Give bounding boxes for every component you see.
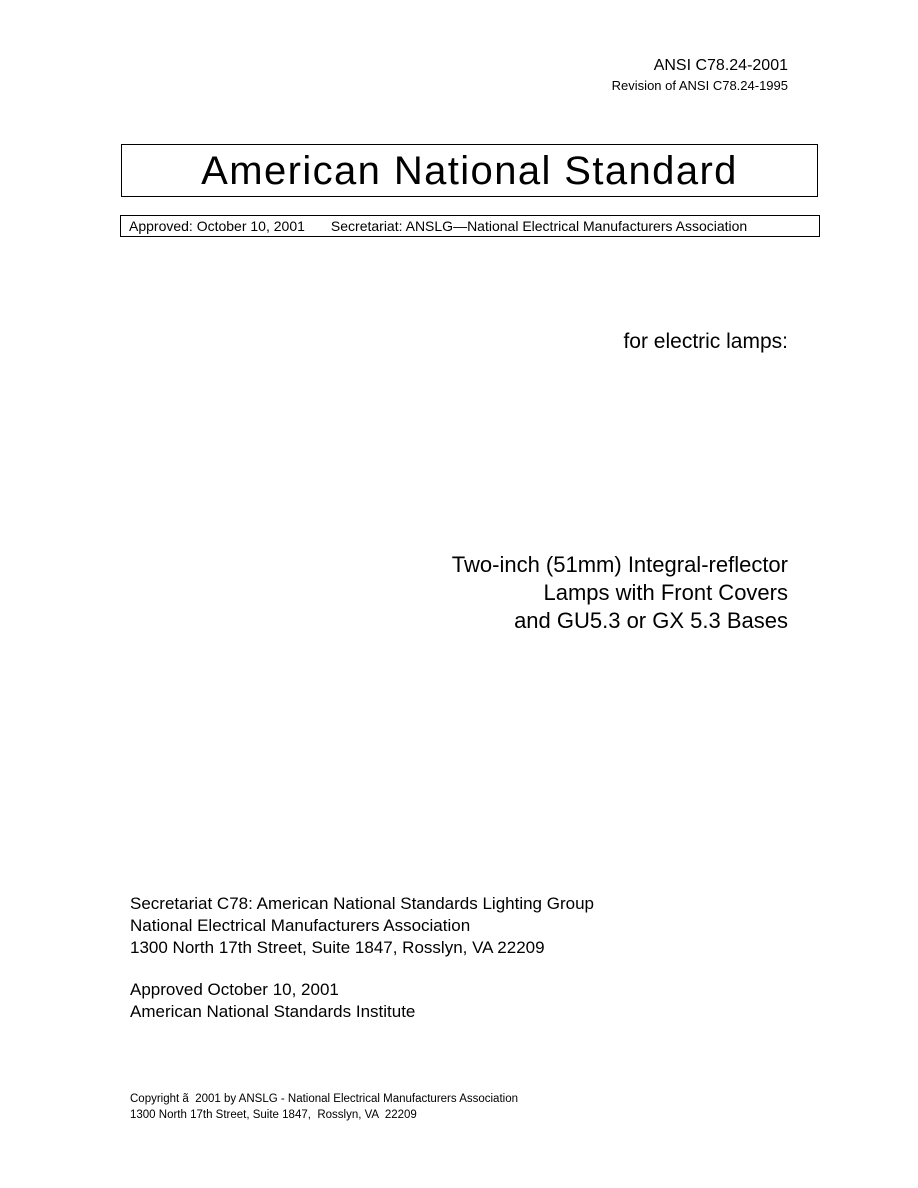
copyright-line: 1300 North 17th Street, Suite 1847, Rosslyn, VA 22209 xyxy=(130,1109,417,1121)
secretariat-line: National Electrical Manufacturers Association xyxy=(130,916,471,935)
revision-note: Revision of ANSI C78.24-1995 xyxy=(611,78,788,93)
title-box xyxy=(121,144,818,197)
subject-title-line: Two-inch (51mm) Integral-reflector xyxy=(451,552,788,577)
subject-title-line: and GU5.3 or GX 5.3 Bases xyxy=(514,608,788,633)
approval-statement xyxy=(130,979,415,1023)
secretariat-address xyxy=(130,893,594,959)
secretariat-line: Secretariat C78: American National Standards Lighting Group xyxy=(130,894,594,913)
approval-bar xyxy=(120,215,820,237)
secretariat-line: 1300 North 17th Street, Suite 1847, Rosslyn, VA 22209 xyxy=(130,938,545,957)
page-title: American National Standard xyxy=(201,148,738,193)
subject-title xyxy=(452,551,788,635)
copyright-line: Copyright ã 2001 by ANSLG - National Electrical Manufacturers Association xyxy=(130,1093,518,1105)
subject-intro: for electric lamps: xyxy=(623,330,788,353)
approval-date: Approved: October 10, 2001 xyxy=(129,218,305,234)
approval-line: Approved October 10, 2001 xyxy=(130,980,339,999)
approval-line: American National Standards Institute xyxy=(130,1002,416,1021)
subject-title-line: Lamps with Front Covers xyxy=(543,580,788,605)
secretariat-label: Secretariat: ANSLG—National Electrical Manufacturers Association xyxy=(330,218,748,234)
document-number: ANSI C78.24-2001 xyxy=(653,57,788,74)
copyright-notice xyxy=(130,1091,518,1123)
